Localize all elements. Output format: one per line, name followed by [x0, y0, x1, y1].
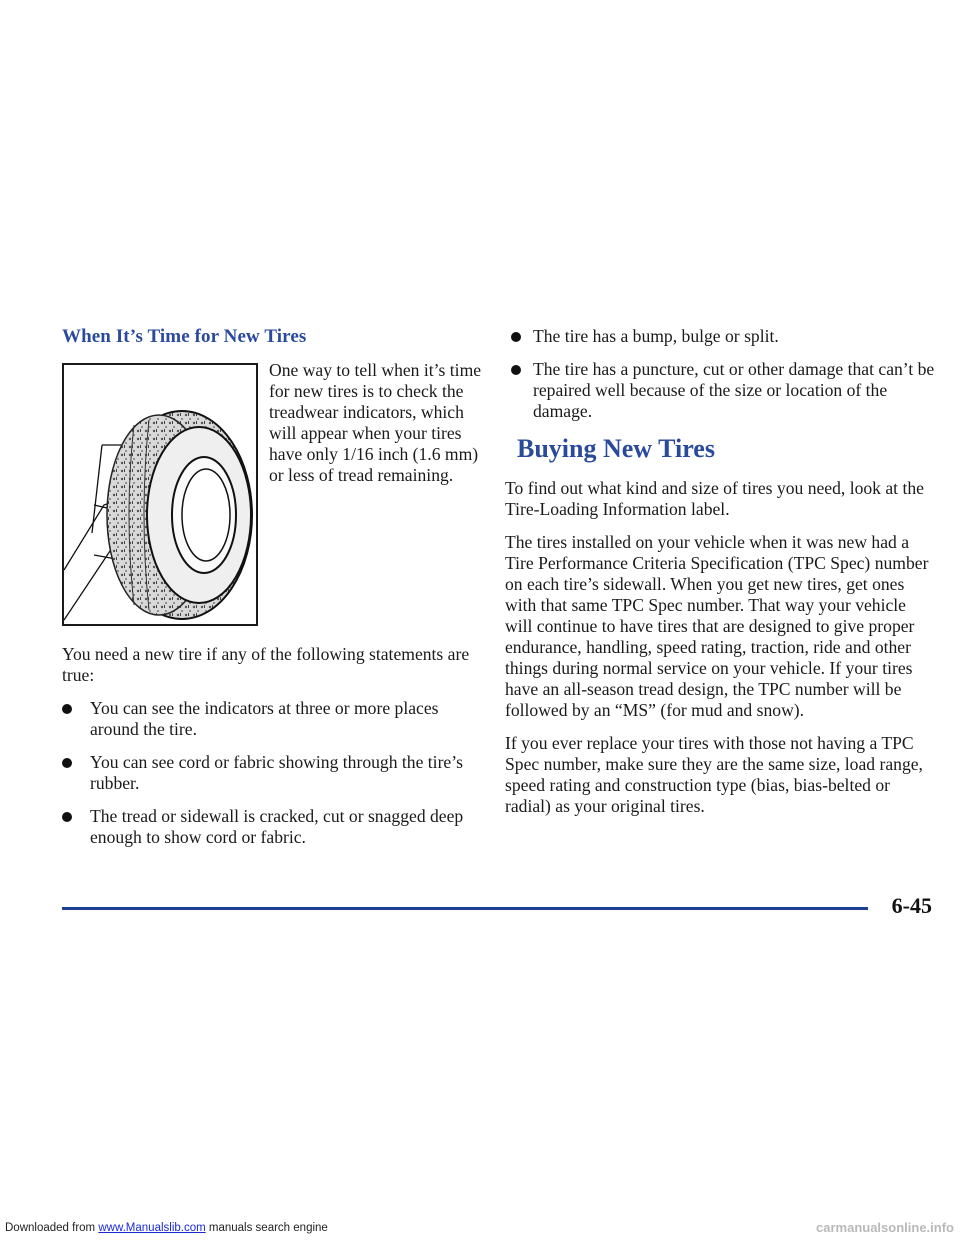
left-lower-text: [62, 644, 482, 848]
bullet-icon: [62, 758, 72, 768]
bullet-icon: [511, 365, 521, 375]
list-item: You can see the indicators at three or more places around the tire.: [62, 698, 482, 740]
paragraph: The tires installed on your vehicle when it was new had a Tire Performance Criteria Specification (TPC Spec) number on each tire’s sidewall. When you get new tires, get ones with that same TPC Spec number. That way your vehicle will continue to have tires that are designed to give proper endurance, handling, speed rating, traction, ride and other things during normal service on your vehicle. If your tires have an all-season tread design, the TPC number will be followed by an “MS” (for mud and snow).: [505, 532, 929, 720]
paragraph: If you ever replace your tires with those not having a TPC Spec number, make sure they are the same size, load range, speed rating and construction type (bias, bias-belted or radial) as your original tires.: [505, 733, 923, 816]
right-column: [505, 326, 937, 829]
list-item: The tire has a puncture, cut or other damage that can’t be repaired well because of the size or location of the damage.: [505, 359, 937, 422]
footer-rule: [62, 907, 868, 910]
subheading-new-tires: When It’s Time for New Tires: [62, 326, 307, 347]
tire-illustration: [62, 363, 258, 626]
tire-icon: [64, 365, 256, 624]
bullet-icon: [62, 704, 72, 714]
paragraph: To find out what kind and size of tires you need, look at the Tire-Loading Information label.: [505, 478, 924, 519]
download-footer: Downloaded from www.Manualslib.com manuals search engine: [5, 1222, 328, 1234]
list-item: The tread or sidewall is cracked, cut or snagged deep enough to show cord or fabric.: [62, 806, 482, 848]
bullet-icon: [62, 812, 72, 822]
list-item: You can see cord or fabric showing through the tire’s rubber.: [62, 752, 482, 794]
damage-conditions-list: [505, 326, 937, 422]
manualslib-link[interactable]: www.Manualslib.com: [98, 1222, 206, 1234]
left-column: [62, 326, 482, 860]
section-title: Buying New Tires: [517, 434, 715, 463]
figure-caption: One way to tell when it’s time for new tires is to check the treadwear indicators, which will appear when your tires have only 1/16 inch (1.6 mm) or less of tread remaining.: [269, 360, 482, 485]
figure-row: [62, 360, 482, 640]
page-number: 6-45: [891, 893, 932, 918]
new-tire-conditions-list: [62, 698, 482, 848]
intro-paragraph: You need a new tire if any of the following statements are true:: [62, 644, 470, 685]
list-item: The tire has a bump, bulge or split.: [505, 326, 937, 347]
watermark: carmanualsonline.info: [816, 1220, 954, 1235]
bullet-icon: [511, 332, 521, 342]
